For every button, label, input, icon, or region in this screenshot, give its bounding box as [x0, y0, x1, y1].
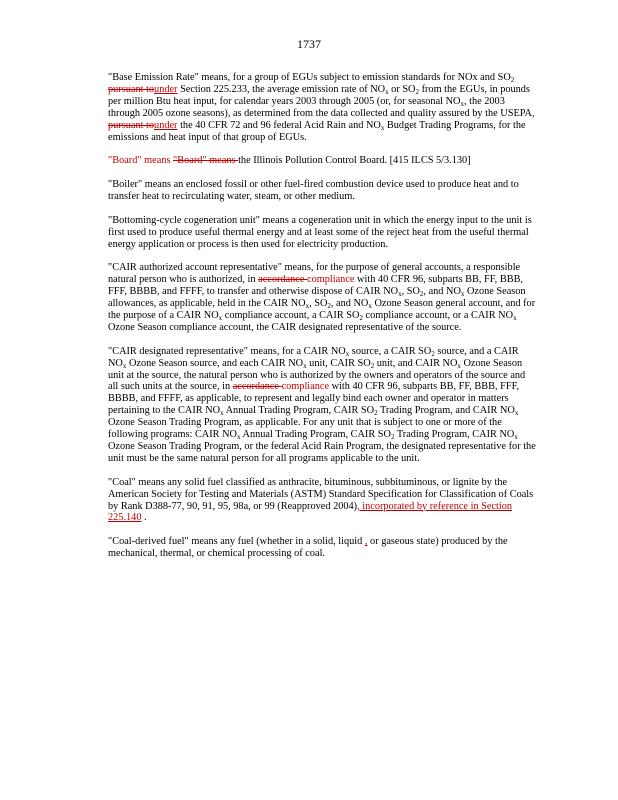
text-run: Ozone Season allowances, as applicable, held in the CAIR NO — [108, 286, 526, 310]
deleted-text: "Board" means — [173, 155, 239, 167]
deleted-text: pursuant to — [108, 119, 155, 131]
subscript: 2 — [370, 361, 375, 370]
subscript: x — [385, 87, 389, 96]
text-run: from the EGUs, in pounds per million Btu heat input, for calendar years 2003 through 2005 (or, for seasonal NO — [108, 83, 530, 107]
document-body — [108, 72, 538, 572]
inserted-text: under — [154, 119, 178, 131]
subscript: 2 — [415, 87, 419, 96]
text-run: with 40 CFR 96, subparts BB, FF, BBB, FFF, BBBB, and FFFF, to transfer and otherwise dispose of CAIR NO — [108, 274, 524, 298]
text-run: , SO — [401, 286, 420, 298]
text-run: Section 225.233, the average emission rate of NO — [177, 83, 386, 95]
subscript: x — [514, 433, 518, 442]
subscript: x — [345, 349, 350, 358]
inserted-text: "Board" means — [108, 155, 174, 167]
text-run: Ozone Season source, and each CAIR NO — [126, 357, 304, 369]
text-run: compliance account, a CAIR SO — [222, 310, 360, 322]
text-run: "Coal" means any solid fuel classified as anthracite, bituminous, subbituminous, or lignite by the American Society for Testing and Materials (ASTM) Standard Specification for Classification of Coals by Rank D388-77, 90, 91, 95, 98a, or 99 (Reapproved 2004) — [108, 476, 534, 512]
text-run: , the 2003 through 2005 ozone seasons), as determined from the data collected and quality assured by the USEPA, — [108, 95, 535, 119]
text-run: Ozone Season Trading Program, or the federal Acid Rain Program, the designated representative for the unit must be the same natural person for all programs applicable to the unit. — [108, 441, 536, 464]
deleted-text: accordance — [258, 274, 307, 286]
text-run: or gaseous state) produced by the mechanical, thermal, or chemical processing of coal. — [108, 536, 508, 560]
text-run: Annual Trading Program, CAIR SO — [223, 405, 375, 417]
definition-cair-authorized-account-representative — [108, 262, 538, 333]
text-run: with 40 CFR 96, subparts BB, FF, BBB, FFF, BBBB, and FFFF, as applicable, to represent and legally bind each owner and operator in matters pertaining to the CAIR NO — [108, 381, 520, 417]
inserted-text: under — [154, 83, 178, 95]
text-run: Trading Program, and CAIR NO — [377, 405, 515, 417]
definition-base-emission-rate — [108, 72, 538, 143]
inserted-text: compliance — [307, 274, 355, 286]
subscript: x — [368, 302, 372, 311]
subscript: x — [305, 302, 310, 311]
subscript: x — [460, 290, 465, 299]
subscript: 2 — [359, 314, 363, 323]
text-run: , and NO — [330, 298, 369, 310]
text-run: , SO — [309, 298, 328, 310]
page-number: 1737 — [297, 37, 321, 51]
subscript: x — [220, 409, 224, 418]
text-run: the Illinois Pollution Control Board. [415 ILCS 5/3.130] — [238, 155, 471, 167]
subscript: x — [303, 361, 307, 370]
subscript: x — [122, 361, 127, 370]
text-run: source, and a CAIR NO — [108, 345, 519, 369]
definition-cair-designated-representative — [108, 346, 538, 465]
subscript: 2 — [374, 409, 378, 418]
subscript: 2 — [327, 302, 331, 311]
definition-coal-derived-fuel — [108, 536, 538, 560]
deleted-text: accordance — [232, 381, 282, 393]
definition-board — [108, 155, 538, 167]
subscript: x — [380, 123, 385, 132]
definition-coal — [108, 477, 538, 525]
subscript: x — [513, 314, 517, 323]
inserted-text: , incorporated by reference in Section 225.140 — [108, 500, 513, 524]
subscript: x — [218, 314, 223, 323]
text-run: Ozone Season compliance account, the CAIR designated representative of the source. — [108, 321, 462, 333]
text-run: unit, and CAIR NO — [374, 357, 458, 369]
subscript: x — [460, 99, 464, 108]
definition-boiler — [108, 179, 538, 203]
text-run: Ozone Season Trading Program, as applicable. For any unit that is subject to one or more of the following programs: CAIR NO — [108, 417, 502, 441]
subscript: x — [237, 433, 241, 442]
text-run: "Bottoming-cycle cogeneration unit" means a cogeneration unit in which the energy input to the unit is first used to produce useful thermal energy and at least some of the reject heat from the useful thermal energy application or process is then used for electricity production. — [108, 214, 532, 250]
text-run: source, a CAIR SO — [349, 345, 432, 357]
text-run: unit, CAIR SO — [306, 357, 371, 369]
subscript: 2 — [510, 76, 515, 84]
text-run: "Coal-derived fuel" means any fuel (whether in a solid, liquid — [108, 536, 365, 548]
text-run: , and NO — [423, 286, 461, 298]
text-run: Trading Program, CAIR NO — [394, 429, 515, 441]
definition-bottoming-cycle-cogeneration-unit — [108, 215, 538, 251]
text-run: Ozone Season general account, and for the purpose of a CAIR NO — [108, 298, 536, 322]
inserted-text: , — [364, 536, 368, 548]
text-run: . — [141, 512, 147, 524]
text-run: Budget Trading Programs, for the emissions and heat input of that group of EGUs. — [108, 119, 526, 143]
deleted-text: pursuant to — [108, 83, 155, 95]
subscript: 2 — [419, 290, 424, 299]
text-run: Annual Trading Program, CAIR SO — [240, 429, 391, 441]
text-run: Ozone Season unit at the source, the natural person who is authorized by the owners and operators of the source and all such units at the source, in — [108, 357, 526, 393]
text-run: compliance account, or a CAIR NO — [362, 310, 514, 322]
text-run: "Boiler" means an enclosed fossil or other fuel-fired combustion device used to produce heat and to transfer heat to recirculating water, steam, or other medium. — [108, 179, 519, 203]
inserted-text: compliance — [281, 381, 330, 393]
text-run: the 40 CFR 72 and 96 federal Acid Rain and NO — [177, 119, 381, 131]
subscript: x — [514, 409, 519, 418]
text-run: "CAIR authorized account representative" means, for the purpose of general accounts, a responsible natural person who is authorized, in — [108, 262, 521, 286]
text-run: or SO — [388, 83, 416, 95]
text-run: "CAIR designated representative" means, for a CAIR NO — [108, 345, 346, 357]
subscript: 2 — [390, 433, 395, 442]
subscript: 2 — [431, 349, 435, 358]
subscript: x — [398, 290, 402, 299]
subscript: x — [457, 361, 461, 370]
text-run: "Base Emission Rate" means, for a group of EGUs subject to emission standards for NOx and SO — [108, 72, 511, 83]
